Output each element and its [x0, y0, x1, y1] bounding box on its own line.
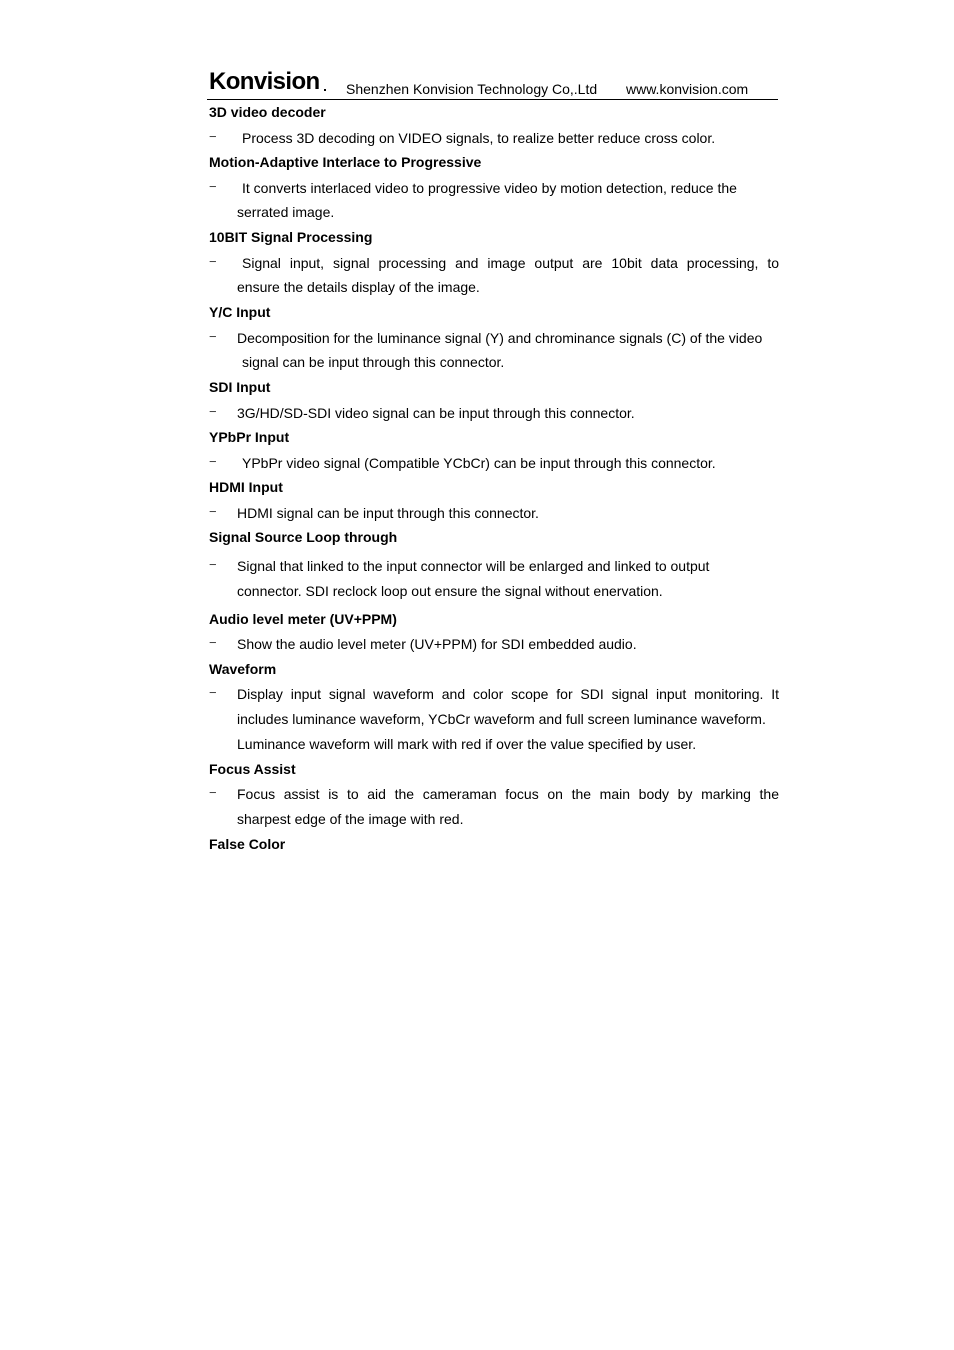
bullet-dash: − [209, 685, 217, 700]
body-text-line: Signal that linked to the input connector will be enlarged and linked to output [237, 558, 710, 574]
body-text-line: connector. SDI reclock loop out ensure the signal without enervation. [237, 583, 663, 599]
section-heading: False Color [209, 836, 286, 852]
section-heading: HDMI Input [209, 479, 283, 495]
body-text-line: includes luminance waveform, YCbCr waveform and full screen luminance waveform. [237, 711, 766, 727]
bullet-dash: − [209, 404, 217, 419]
section-heading: 3D video decoder [209, 104, 326, 120]
bullet-dash: − [209, 454, 217, 469]
bullet-dash: − [209, 254, 217, 269]
logo-trademark-dot [324, 89, 326, 91]
section-heading: Y/C Input [209, 304, 271, 320]
website-link[interactable]: www.konvision.com [626, 81, 749, 97]
section-heading: YPbPr Input [209, 429, 290, 445]
body-text-line: Process 3D decoding on VIDEO signals, to realize better reduce cross color. [242, 130, 716, 146]
body-text-line: It converts interlaced video to progressive video by motion detection, reduce the [242, 180, 737, 196]
body-text-line: serrated image. [237, 204, 335, 220]
section-heading: Waveform [209, 661, 277, 677]
bullet-dash: − [209, 635, 217, 650]
body-text-line: Display input signal waveform and color scope for SDI signal input monitoring. It [237, 686, 779, 702]
section-heading: Motion-Adaptive Interlace to Progressive [209, 154, 482, 170]
section-heading: SDI Input [209, 379, 271, 395]
body-text-line: HDMI signal can be input through this connector. [237, 505, 539, 521]
body-text-line: ensure the details display of the image. [237, 279, 480, 295]
body-text-line: YPbPr video signal (Compatible YCbCr) can be input through this connector. [242, 455, 716, 471]
page-header [207, 66, 778, 100]
body-text-line: Show the audio level meter (UV+PPM) for SDI embedded audio. [237, 636, 637, 652]
bullet-dash: − [209, 785, 217, 800]
company-name: Shenzhen Konvision Technology Co,.Ltd [346, 81, 598, 97]
bullet-dash: − [209, 129, 217, 144]
bullet-dash: − [209, 179, 217, 194]
body-text-line: signal can be input through this connector. [242, 354, 505, 370]
bullet-dash: − [209, 329, 217, 344]
bullet-dash: − [209, 557, 217, 572]
body-text-line: Luminance waveform will mark with red if over the value specified by user. [237, 736, 697, 752]
section-heading: Signal Source Loop through [209, 529, 398, 545]
body-text-line: Focus assist is to aid the cameraman focus on the main body by marking the [237, 786, 779, 802]
section-heading: 10BIT Signal Processing [209, 229, 373, 245]
body-text-line: Signal input, signal processing and image output are 10bit data processing, to [242, 255, 779, 271]
body-text-line: sharpest edge of the image with red. [237, 811, 464, 827]
bullet-dash: − [209, 504, 217, 519]
body-text-line: 3G/HD/SD-SDI video signal can be input through this connector. [237, 405, 635, 421]
konvision-logo: Konvision [209, 68, 320, 95]
section-heading: Focus Assist [209, 761, 296, 777]
section-heading: Audio level meter (UV+PPM) [209, 611, 397, 627]
body-text-line: Decomposition for the luminance signal (Y) and chrominance signals (C) of the video [237, 330, 763, 346]
